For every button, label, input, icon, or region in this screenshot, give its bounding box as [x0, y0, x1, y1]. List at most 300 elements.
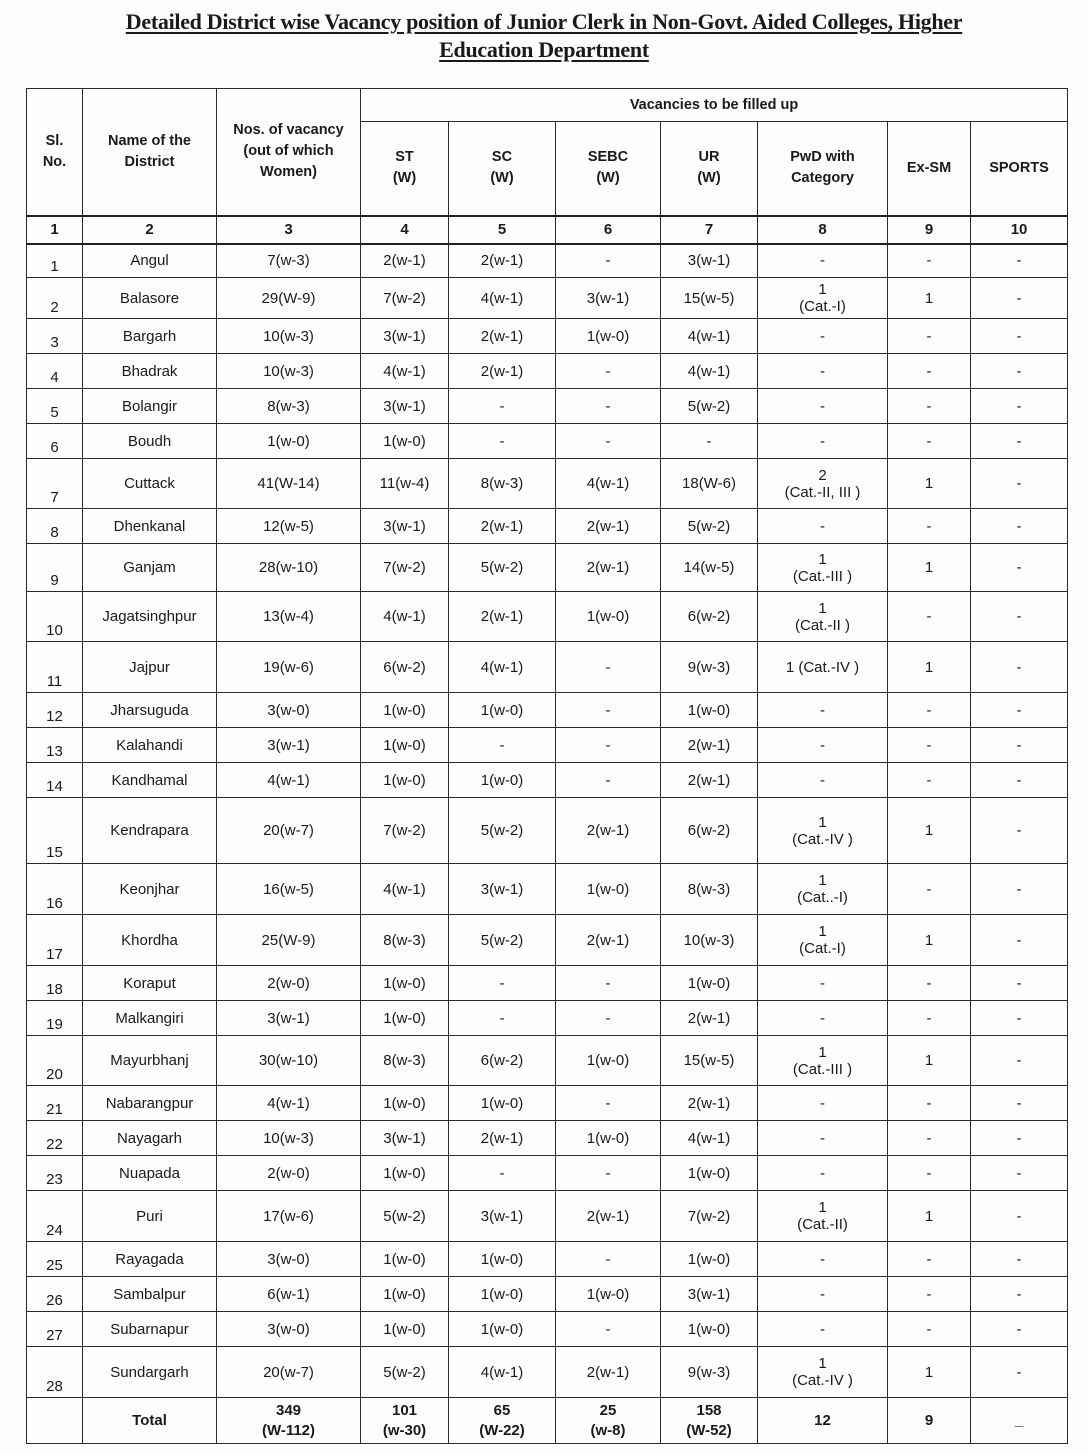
total-vacancy	[217, 1398, 361, 1444]
cell-total: 20(w-7)	[217, 1347, 361, 1398]
cell-pwd	[758, 763, 888, 798]
pwd-category: (Cat.-III )	[792, 567, 853, 585]
cell-pwd	[758, 864, 888, 915]
cell-district: Koraput	[83, 966, 217, 1001]
cell-sl: 19	[27, 1001, 83, 1036]
cell-total: 3(w-1)	[217, 1001, 361, 1036]
cell-district: Cuttack	[83, 459, 217, 509]
cell-total: 6(w-1)	[217, 1277, 361, 1312]
pwd-count: 1	[818, 550, 827, 568]
cell-sc: 6(w-2)	[449, 1036, 556, 1086]
cell-sebc: -	[556, 966, 661, 1001]
cell-ur: 3(w-1)	[661, 244, 758, 278]
total-sc-women: (W-22)	[479, 1421, 525, 1439]
table-row	[27, 354, 1068, 389]
cell-sl: 21	[27, 1086, 83, 1121]
cell-district: Kendrapara	[83, 798, 217, 864]
pwd-count: 1	[818, 1199, 827, 1216]
table-row	[27, 278, 1068, 319]
col-num: 10	[971, 216, 1068, 244]
cell-pwd	[758, 244, 888, 278]
pwd-category: (Cat.-II, III )	[784, 483, 861, 501]
cell-sebc: -	[556, 1086, 661, 1121]
total-ur	[661, 1398, 758, 1444]
cell-ur: 1(w-0)	[661, 1312, 758, 1347]
cell-st: 1(w-0)	[361, 1086, 449, 1121]
pwd-category: (Cat.-II )	[795, 616, 850, 634]
cell-total: 10(w-3)	[217, 1121, 361, 1156]
cell-st: 1(w-0)	[361, 1277, 449, 1312]
cell-st: 7(w-2)	[361, 544, 449, 592]
cell-exsm: 1	[888, 1347, 971, 1398]
header-st: ST (W)	[361, 122, 449, 216]
cell-pwd	[758, 354, 888, 389]
cell-sl: 28	[27, 1347, 83, 1398]
cell-total: 13(w-4)	[217, 592, 361, 642]
cell-exsm: -	[888, 1086, 971, 1121]
pwd-count: 1	[818, 872, 827, 889]
cell-sl: 27	[27, 1312, 83, 1347]
cell-district: Dhenkanal	[83, 509, 217, 544]
cell-exsm: -	[888, 728, 971, 763]
cell-pwd	[758, 728, 888, 763]
cell-sports: -	[971, 642, 1068, 693]
cell-pwd	[758, 693, 888, 728]
cell-pwd	[758, 1347, 888, 1398]
cell-total: 3(w-0)	[217, 693, 361, 728]
cell-sebc: 1(w-0)	[556, 1036, 661, 1086]
cell-sl: 14	[27, 763, 83, 798]
total-sebc	[556, 1398, 661, 1444]
cell-sebc: -	[556, 354, 661, 389]
table-row	[27, 244, 1068, 278]
header-nos-vacancy: Nos. of vacancy (out of which Women)	[217, 89, 361, 216]
cell-sports: -	[971, 354, 1068, 389]
cell-total: 25(W-9)	[217, 915, 361, 966]
cell-total: 16(w-5)	[217, 864, 361, 915]
cell-sports: -	[971, 1242, 1068, 1277]
col-num: 4	[361, 216, 449, 244]
cell-total: 3(w-1)	[217, 728, 361, 763]
cell-sc: 4(w-1)	[449, 278, 556, 319]
cell-pwd	[758, 544, 888, 592]
cell-st: 1(w-0)	[361, 424, 449, 459]
pwd-count: 1	[818, 1043, 827, 1061]
cell-sl: 7	[27, 459, 83, 509]
cell-exsm: 1	[888, 1191, 971, 1242]
cell-sebc: -	[556, 1242, 661, 1277]
cell-sebc: 3(w-1)	[556, 278, 661, 319]
pwd-category: (Cat.-II)	[797, 1216, 848, 1233]
cell-sc: 4(w-1)	[449, 642, 556, 693]
cell-sports: -	[971, 693, 1068, 728]
table-row	[27, 763, 1068, 798]
header-district: Name of the District	[83, 89, 217, 216]
cell-pwd	[758, 915, 888, 966]
cell-sports: -	[971, 424, 1068, 459]
cell-sebc: 4(w-1)	[556, 459, 661, 509]
pwd-count: -	[820, 1250, 825, 1268]
cell-district: Balasore	[83, 278, 217, 319]
cell-district: Subarnapur	[83, 1312, 217, 1347]
cell-total: 3(w-0)	[217, 1242, 361, 1277]
table-row	[27, 1242, 1068, 1277]
cell-sebc: 2(w-1)	[556, 509, 661, 544]
cell-sports: -	[971, 1086, 1068, 1121]
cell-district: Jharsuguda	[83, 693, 217, 728]
table-row	[27, 509, 1068, 544]
cell-ur: 4(w-1)	[661, 354, 758, 389]
cell-sports: -	[971, 389, 1068, 424]
cell-pwd	[758, 424, 888, 459]
total-st	[361, 1398, 449, 1444]
cell-district: Keonjhar	[83, 864, 217, 915]
pwd-count: -	[820, 517, 825, 535]
cell-sc: 1(w-0)	[449, 1086, 556, 1121]
cell-exsm: -	[888, 1121, 971, 1156]
pwd-count: -	[820, 1285, 825, 1303]
table-row	[27, 389, 1068, 424]
cell-exsm: -	[888, 864, 971, 915]
cell-st: 3(w-1)	[361, 319, 449, 354]
pwd-count: 1	[818, 1355, 827, 1372]
cell-st: 5(w-2)	[361, 1347, 449, 1398]
cell-total: 17(w-6)	[217, 1191, 361, 1242]
cell-sc: 1(w-0)	[449, 1312, 556, 1347]
pwd-category: (Cat.-IV )	[792, 1372, 853, 1389]
cell-sl: 2	[27, 278, 83, 319]
cell-district: Boudh	[83, 424, 217, 459]
header-sc: SC (W)	[449, 122, 556, 216]
cell-total: 19(w-6)	[217, 642, 361, 693]
cell-sports: -	[971, 966, 1068, 1001]
cell-ur: 6(w-2)	[661, 798, 758, 864]
cell-district: Jagatsinghpur	[83, 592, 217, 642]
table-row	[27, 592, 1068, 642]
col-num: 2	[83, 216, 217, 244]
total-label: Total	[83, 1398, 217, 1444]
pwd-count: 1	[818, 599, 827, 617]
cell-pwd	[758, 1121, 888, 1156]
cell-pwd	[758, 966, 888, 1001]
table-row	[27, 1036, 1068, 1086]
cell-sl: 9	[27, 544, 83, 592]
cell-district: Nabarangpur	[83, 1086, 217, 1121]
total-vacancy-women: (W-112)	[261, 1421, 316, 1439]
cell-sebc: 2(w-1)	[556, 798, 661, 864]
cell-ur: 2(w-1)	[661, 763, 758, 798]
header-vacancies-group: Vacancies to be filled up	[361, 89, 1068, 122]
title-line-1: Detailed District wise Vacancy position of Junior Clerk in Non-Govt. Aided Colleges, Higher	[125, 9, 963, 34]
cell-sports: -	[971, 1036, 1068, 1086]
cell-sebc: 2(w-1)	[556, 1347, 661, 1398]
col-num: 6	[556, 216, 661, 244]
table-row	[27, 693, 1068, 728]
cell-ur: 7(w-2)	[661, 1191, 758, 1242]
cell-sports: -	[971, 1156, 1068, 1191]
table-row	[27, 1001, 1068, 1036]
pwd-count: 1	[818, 813, 827, 831]
cell-sc: 1(w-0)	[449, 763, 556, 798]
cell-district: Nuapada	[83, 1156, 217, 1191]
cell-exsm: 1	[888, 915, 971, 966]
cell-total: 10(w-3)	[217, 354, 361, 389]
table-row	[27, 319, 1068, 354]
cell-sebc: -	[556, 763, 661, 798]
cell-exsm: 1	[888, 642, 971, 693]
cell-sports: -	[971, 728, 1068, 763]
col-num: 3	[217, 216, 361, 244]
cell-st: 4(w-1)	[361, 592, 449, 642]
cell-sc: 2(w-1)	[449, 509, 556, 544]
cell-exsm: -	[888, 354, 971, 389]
document-title	[60, 8, 1028, 64]
table-row	[27, 1312, 1068, 1347]
cell-sc: 8(w-3)	[449, 459, 556, 509]
pwd-count: 2	[818, 466, 827, 484]
cell-sc: 1(w-0)	[449, 693, 556, 728]
cell-sc: 5(w-2)	[449, 915, 556, 966]
table-row	[27, 728, 1068, 763]
cell-sc: 2(w-1)	[449, 592, 556, 642]
cell-ur: 9(w-3)	[661, 1347, 758, 1398]
cell-st: 3(w-1)	[361, 1121, 449, 1156]
cell-sports: -	[971, 763, 1068, 798]
pwd-count: -	[820, 701, 825, 719]
cell-st: 3(w-1)	[361, 509, 449, 544]
cell-district: Puri	[83, 1191, 217, 1242]
cell-district: Khordha	[83, 915, 217, 966]
cell-ur: 4(w-1)	[661, 1121, 758, 1156]
cell-sports: -	[971, 278, 1068, 319]
table-row	[27, 1191, 1068, 1242]
pwd-count: -	[820, 771, 825, 789]
cell-st: 3(w-1)	[361, 389, 449, 424]
cell-ur: 4(w-1)	[661, 319, 758, 354]
cell-sc: -	[449, 1156, 556, 1191]
pwd-category: (Cat.-I)	[799, 298, 846, 315]
cell-sl: 10	[27, 592, 83, 642]
cell-sc: -	[449, 1001, 556, 1036]
col-num: 1	[27, 216, 83, 244]
cell-sports: -	[971, 319, 1068, 354]
cell-sebc: 1(w-0)	[556, 864, 661, 915]
cell-sc: 1(w-0)	[449, 1277, 556, 1312]
cell-st: 6(w-2)	[361, 642, 449, 693]
cell-sebc: 2(w-1)	[556, 915, 661, 966]
table-row	[27, 642, 1068, 693]
col-num: 5	[449, 216, 556, 244]
cell-exsm: -	[888, 1312, 971, 1347]
cell-st: 1(w-0)	[361, 1156, 449, 1191]
cell-pwd	[758, 798, 888, 864]
table-row	[27, 864, 1068, 915]
pwd-count: -	[820, 362, 825, 380]
cell-sports: -	[971, 544, 1068, 592]
cell-sc: -	[449, 389, 556, 424]
cell-total: 3(w-0)	[217, 1312, 361, 1347]
header-exsm: Ex-SM	[888, 122, 971, 216]
cell-district: Sundargarh	[83, 1347, 217, 1398]
cell-sebc: 2(w-1)	[556, 544, 661, 592]
cell-sl: 6	[27, 424, 83, 459]
vacancy-table	[26, 88, 1068, 1444]
cell-pwd	[758, 459, 888, 509]
cell-pwd	[758, 1242, 888, 1277]
cell-pwd	[758, 1001, 888, 1036]
cell-ur: 5(w-2)	[661, 389, 758, 424]
header-sports: SPORTS	[971, 122, 1068, 216]
cell-ur: 15(w-5)	[661, 278, 758, 319]
cell-ur: 10(w-3)	[661, 915, 758, 966]
cell-sl: 1	[27, 244, 83, 278]
pwd-category: (Cat.-III )	[792, 1060, 853, 1078]
cell-st: 1(w-0)	[361, 1001, 449, 1036]
cell-ur: 9(w-3)	[661, 642, 758, 693]
cell-sl: 26	[27, 1277, 83, 1312]
cell-sc: 3(w-1)	[449, 864, 556, 915]
cell-sc: 3(w-1)	[449, 1191, 556, 1242]
col-num: 9	[888, 216, 971, 244]
cell-district: Bolangir	[83, 389, 217, 424]
cell-ur: 8(w-3)	[661, 864, 758, 915]
pwd-count: -	[820, 397, 825, 415]
header-ur: UR (W)	[661, 122, 758, 216]
cell-st: 1(w-0)	[361, 728, 449, 763]
cell-sl: 16	[27, 864, 83, 915]
cell-ur: 1(w-0)	[661, 966, 758, 1001]
cell-sl: 17	[27, 915, 83, 966]
cell-st: 1(w-0)	[361, 1242, 449, 1277]
total-st-women: (w-30)	[382, 1421, 427, 1439]
cell-sports: -	[971, 509, 1068, 544]
header-sebc: SEBC (W)	[556, 122, 661, 216]
total-ur-count: 158	[696, 1401, 722, 1419]
cell-sports: -	[971, 1312, 1068, 1347]
cell-sports: -	[971, 459, 1068, 509]
cell-pwd	[758, 1277, 888, 1312]
cell-st: 1(w-0)	[361, 966, 449, 1001]
cell-district: Kandhamal	[83, 763, 217, 798]
cell-sl: 8	[27, 509, 83, 544]
header-pwd: PwD with Category	[758, 122, 888, 216]
cell-exsm: 1	[888, 798, 971, 864]
cell-pwd	[758, 1191, 888, 1242]
cell-sebc: -	[556, 1001, 661, 1036]
total-sebc-count: 25	[599, 1401, 617, 1419]
cell-sl: 3	[27, 319, 83, 354]
cell-sebc: 1(w-0)	[556, 319, 661, 354]
cell-sebc: -	[556, 1312, 661, 1347]
cell-pwd	[758, 319, 888, 354]
cell-district: Jajpur	[83, 642, 217, 693]
cell-sebc: 1(w-0)	[556, 1121, 661, 1156]
cell-sl: 24	[27, 1191, 83, 1242]
cell-ur: 2(w-1)	[661, 728, 758, 763]
cell-sports: -	[971, 915, 1068, 966]
cell-st: 1(w-0)	[361, 693, 449, 728]
cell-st: 5(w-2)	[361, 1191, 449, 1242]
cell-district: Kalahandi	[83, 728, 217, 763]
cell-sl: 15	[27, 798, 83, 864]
cell-total: 41(W-14)	[217, 459, 361, 509]
cell-st: 8(w-3)	[361, 915, 449, 966]
pwd-count: 1	[818, 923, 827, 940]
cell-sc: -	[449, 728, 556, 763]
cell-pwd	[758, 1036, 888, 1086]
cell-exsm: -	[888, 424, 971, 459]
table-row	[27, 798, 1068, 864]
cell-sc: 2(w-1)	[449, 319, 556, 354]
cell-sl: 13	[27, 728, 83, 763]
cell-sports: -	[971, 1347, 1068, 1398]
pwd-count: -	[820, 1164, 825, 1182]
cell-sl: 5	[27, 389, 83, 424]
cell-district: Mayurbhanj	[83, 1036, 217, 1086]
cell-total: 29(W-9)	[217, 278, 361, 319]
pwd-count: -	[820, 1009, 825, 1027]
cell-st: 4(w-1)	[361, 354, 449, 389]
cell-exsm: -	[888, 1156, 971, 1191]
cell-exsm: -	[888, 319, 971, 354]
cell-sports: -	[971, 1191, 1068, 1242]
cell-sebc: 1(w-0)	[556, 592, 661, 642]
table-row	[27, 459, 1068, 509]
pwd-count: -	[820, 974, 825, 992]
cell-exsm: -	[888, 966, 971, 1001]
cell-district: Bhadrak	[83, 354, 217, 389]
cell-st: 4(w-1)	[361, 864, 449, 915]
cell-sl: 11	[27, 642, 83, 693]
cell-sports: -	[971, 798, 1068, 864]
cell-exsm: -	[888, 389, 971, 424]
pwd-count: -	[820, 432, 825, 450]
cell-total: 4(w-1)	[217, 1086, 361, 1121]
cell-exsm: -	[888, 1277, 971, 1312]
cell-ur: 14(w-5)	[661, 544, 758, 592]
pwd-count: -	[820, 252, 825, 270]
cell-sc: 2(w-1)	[449, 244, 556, 278]
cell-total: 8(w-3)	[217, 389, 361, 424]
cell-pwd	[758, 509, 888, 544]
cell-total: 2(w-0)	[217, 966, 361, 1001]
cell-sebc: -	[556, 642, 661, 693]
total-sl	[27, 1398, 83, 1444]
cell-exsm: 1	[888, 459, 971, 509]
pwd-category: (Cat..-I)	[797, 889, 848, 906]
cell-sports: -	[971, 1277, 1068, 1312]
cell-st: 11(w-4)	[361, 459, 449, 509]
cell-sl: 4	[27, 354, 83, 389]
title-line-2: Education Department	[439, 37, 649, 62]
cell-pwd	[758, 592, 888, 642]
pwd-count: -	[820, 1094, 825, 1112]
cell-district: Bargarh	[83, 319, 217, 354]
total-pwd: 12	[758, 1398, 888, 1444]
header-sl-no: Sl. No.	[27, 89, 83, 216]
cell-sports: -	[971, 864, 1068, 915]
cell-exsm: -	[888, 244, 971, 278]
table-row	[27, 1156, 1068, 1191]
cell-ur: 5(w-2)	[661, 509, 758, 544]
cell-ur: 3(w-1)	[661, 1277, 758, 1312]
cell-total: 4(w-1)	[217, 763, 361, 798]
cell-pwd	[758, 1086, 888, 1121]
column-number-row	[27, 216, 1068, 244]
cell-total: 2(w-0)	[217, 1156, 361, 1191]
cell-sl: 12	[27, 693, 83, 728]
cell-ur: 1(w-0)	[661, 1156, 758, 1191]
